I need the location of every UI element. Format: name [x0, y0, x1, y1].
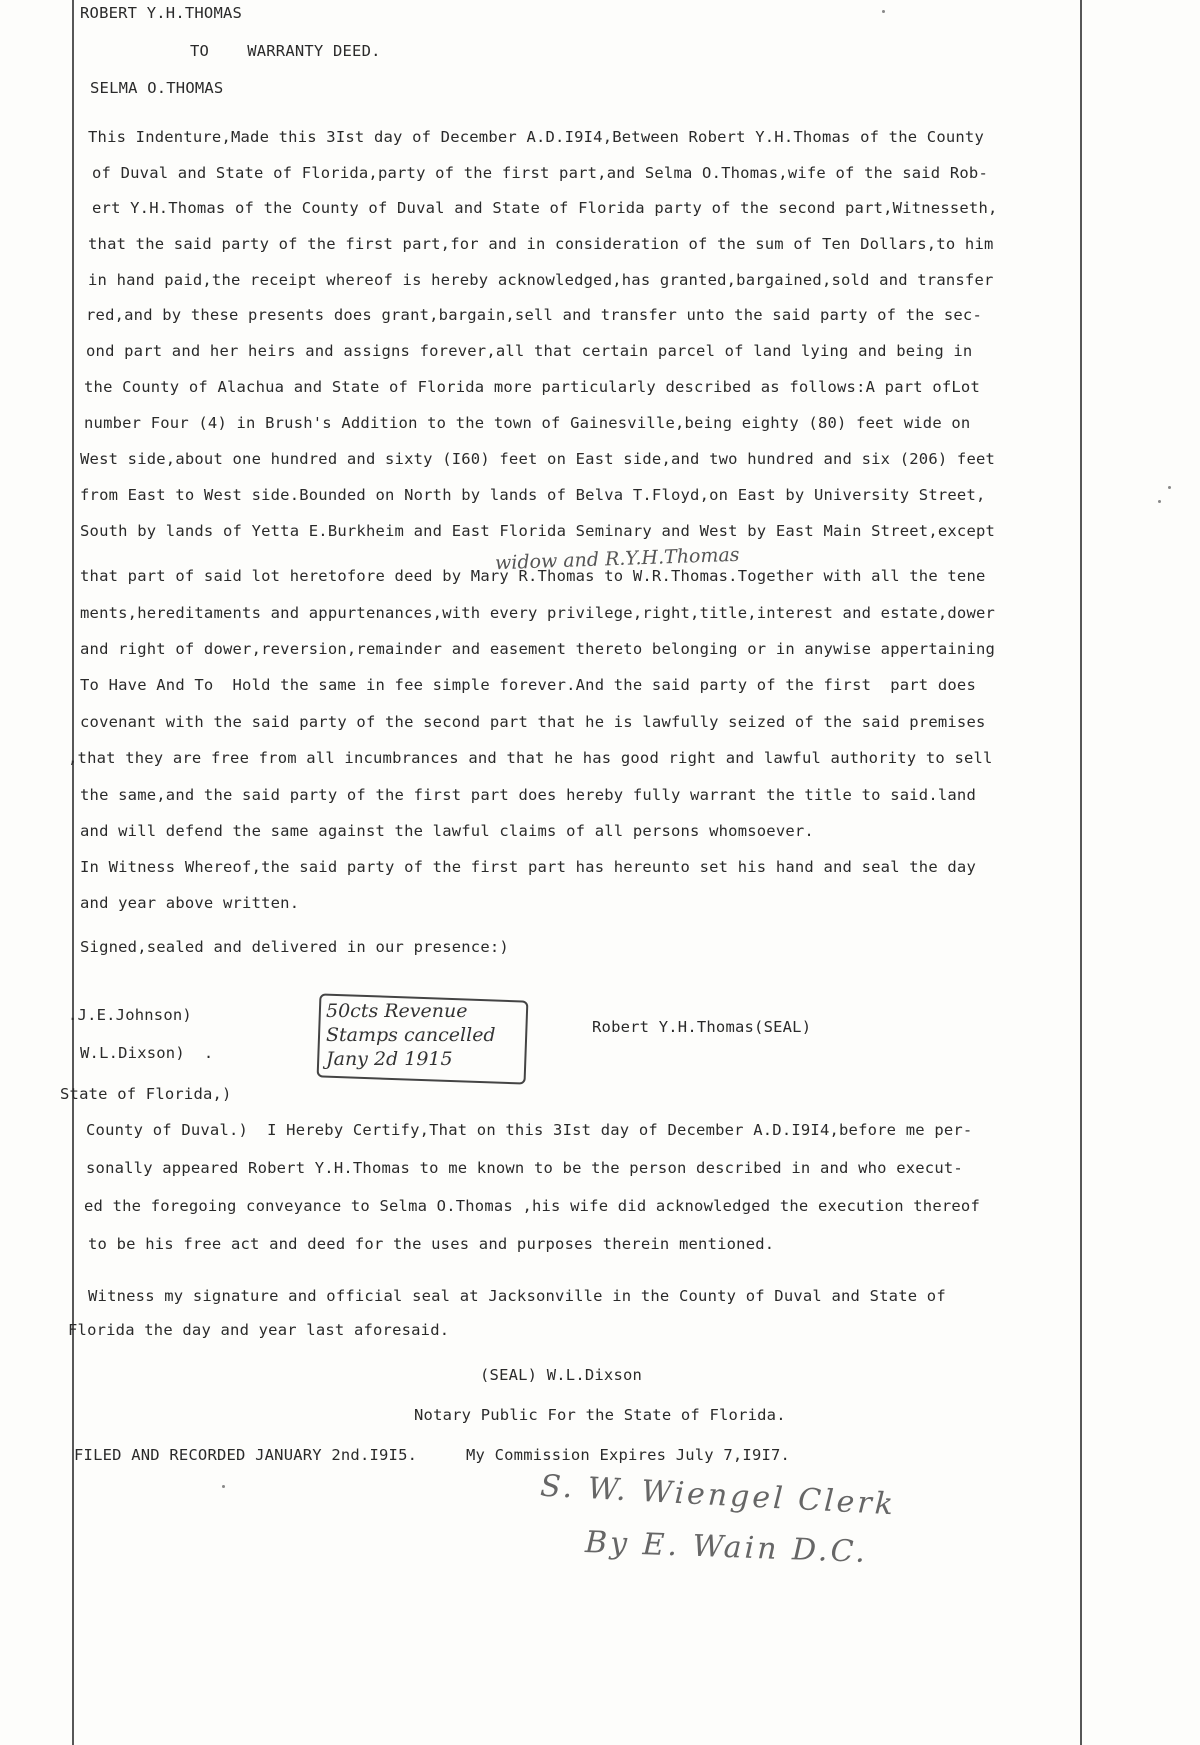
acknowledgment-line: ed the foregoing conveyance to Selma O.Thomas ,his wife did acknowledged the execution thereof: [84, 1197, 980, 1215]
scan-speck: [1158, 500, 1161, 503]
body-line: number Four (4) in Brush's Addition to the town of Gainesville,being eighty (80) feet wide on: [84, 414, 971, 432]
deed-type-heading: TO WARRANTY DEED.: [190, 42, 381, 60]
acknowledgment-line: to be his free act and deed for the uses and purposes therein mentioned.: [88, 1235, 775, 1253]
acknowledgment-line: Witness my signature and official seal at Jacksonville in the County of Duval and State of: [88, 1287, 946, 1305]
signed-sealed-line: Signed,sealed and delivered in our presence:): [80, 938, 509, 956]
acknowledgment-line: Florida the day and year last aforesaid.: [68, 1321, 450, 1339]
body-line: and will defend the same against the lawful claims of all persons whomsoever.: [80, 822, 814, 840]
body-line: in hand paid,the receipt whereof is hereby acknowledged,has granted,bargained,sold and transfer: [88, 271, 994, 289]
body-line: ments,hereditaments and appurtenances,with every privilege,right,title,interest and estate,dower: [80, 604, 996, 622]
body-line: from East to West side.Bounded on North by lands of Belva T.Floyd,on East by University Street,: [80, 486, 986, 504]
body-line: the County of Alachua and State of Florida more particularly described as follows:A part ofLot: [84, 378, 980, 396]
scan-speck: [222, 1485, 225, 1488]
body-line: South by lands of Yetta E.Burkheim and East Florida Seminary and West by East Main Street,except: [80, 522, 996, 540]
body-line: This Indenture,Made this 3Ist day of December A.D.I9I4,Between Robert Y.H.Thomas of the County: [88, 128, 984, 146]
right-margin-rule: [1080, 0, 1082, 1745]
witness-johnson: .J.E.Johnson): [68, 1006, 192, 1024]
grantor-signature: Robert Y.H.Thomas(SEAL): [592, 1018, 812, 1036]
handwritten-insertion: widow and R.Y.H.Thomas: [494, 543, 740, 575]
body-line: ond part and her heirs and assigns forever,all that certain parcel of land lying and being in: [86, 342, 973, 360]
body-line: ,that they are free from all incumbrances and that he has good right and lawful authority to sell: [68, 749, 993, 767]
acknowledgment-line: County of Duval.) I Hereby Certify,That on this 3Ist day of December A.D.I9I4,before me per-: [86, 1121, 973, 1139]
scan-speck: [1168, 486, 1171, 489]
stamp-line: 50cts Revenue: [326, 1000, 468, 1022]
deputy-clerk-signature: By E. Wain D.C.: [584, 1525, 869, 1570]
body-line: covenant with the said party of the second part that he is lawfully seized of the said premises: [80, 713, 986, 731]
notary-commission: My Commission Expires July 7,I9I7.: [466, 1446, 791, 1464]
clerk-signature: S. W. Wiengel Clerk: [539, 1468, 897, 1523]
left-margin-rule: [72, 0, 74, 1745]
body-line: and right of dower,reversion,remainder and easement thereto belonging or in anywise appertaining: [80, 640, 996, 658]
body-line: of Duval and State of Florida,party of the first part,and Selma O.Thomas,wife of the said Rob-: [92, 164, 988, 182]
witness-dixson: W.L.Dixson) .: [80, 1044, 214, 1062]
body-line: ert Y.H.Thomas of the County of Duval and State of Florida party of the second part,Witnesseth,: [92, 199, 998, 217]
grantee-name: SELMA O.THOMAS: [90, 79, 224, 97]
body-line: red,and by these presents does grant,bargain,sell and transfer unto the said party of the sec-: [86, 306, 982, 324]
body-line: To Have And To Hold the same in fee simple forever.And the said party of the first part does: [80, 676, 976, 694]
stamp-line: Jany 2d 1915: [326, 1048, 453, 1070]
stamp-line: Stamps cancelled: [326, 1024, 496, 1046]
body-line: the same,and the said party of the first part does hereby fully warrant the title to said.land: [80, 786, 976, 804]
body-line: In Witness Whereof,the said party of the first part has hereunto set his hand and seal the day: [80, 858, 976, 876]
scan-speck: [882, 10, 885, 13]
venue-state: State of Florida,): [60, 1085, 232, 1103]
body-line: that part of said lot heretofore deed by Mary R.Thomas to W.R.Thomas.Together with all the tene: [80, 567, 986, 585]
filed-recorded-line: FILED AND RECORDED JANUARY 2nd.I9I5.: [74, 1446, 418, 1464]
body-line: and year above written.: [80, 894, 300, 912]
body-line: West side,about one hundred and sixty (I60) feet on East side,and two hundred and six (206) feet: [80, 450, 996, 468]
acknowledgment-line: sonally appeared Robert Y.H.Thomas to me known to be the person described in and who execut-: [86, 1159, 963, 1177]
notary-title: Notary Public For the State of Florida.: [414, 1406, 786, 1424]
notary-seal-line: (SEAL) W.L.Dixson: [480, 1366, 643, 1384]
grantor-name: ROBERT Y.H.THOMAS: [80, 4, 243, 22]
body-line: that the said party of the first part,for and in consideration of the sum of Ten Dollars,to him: [88, 235, 994, 253]
